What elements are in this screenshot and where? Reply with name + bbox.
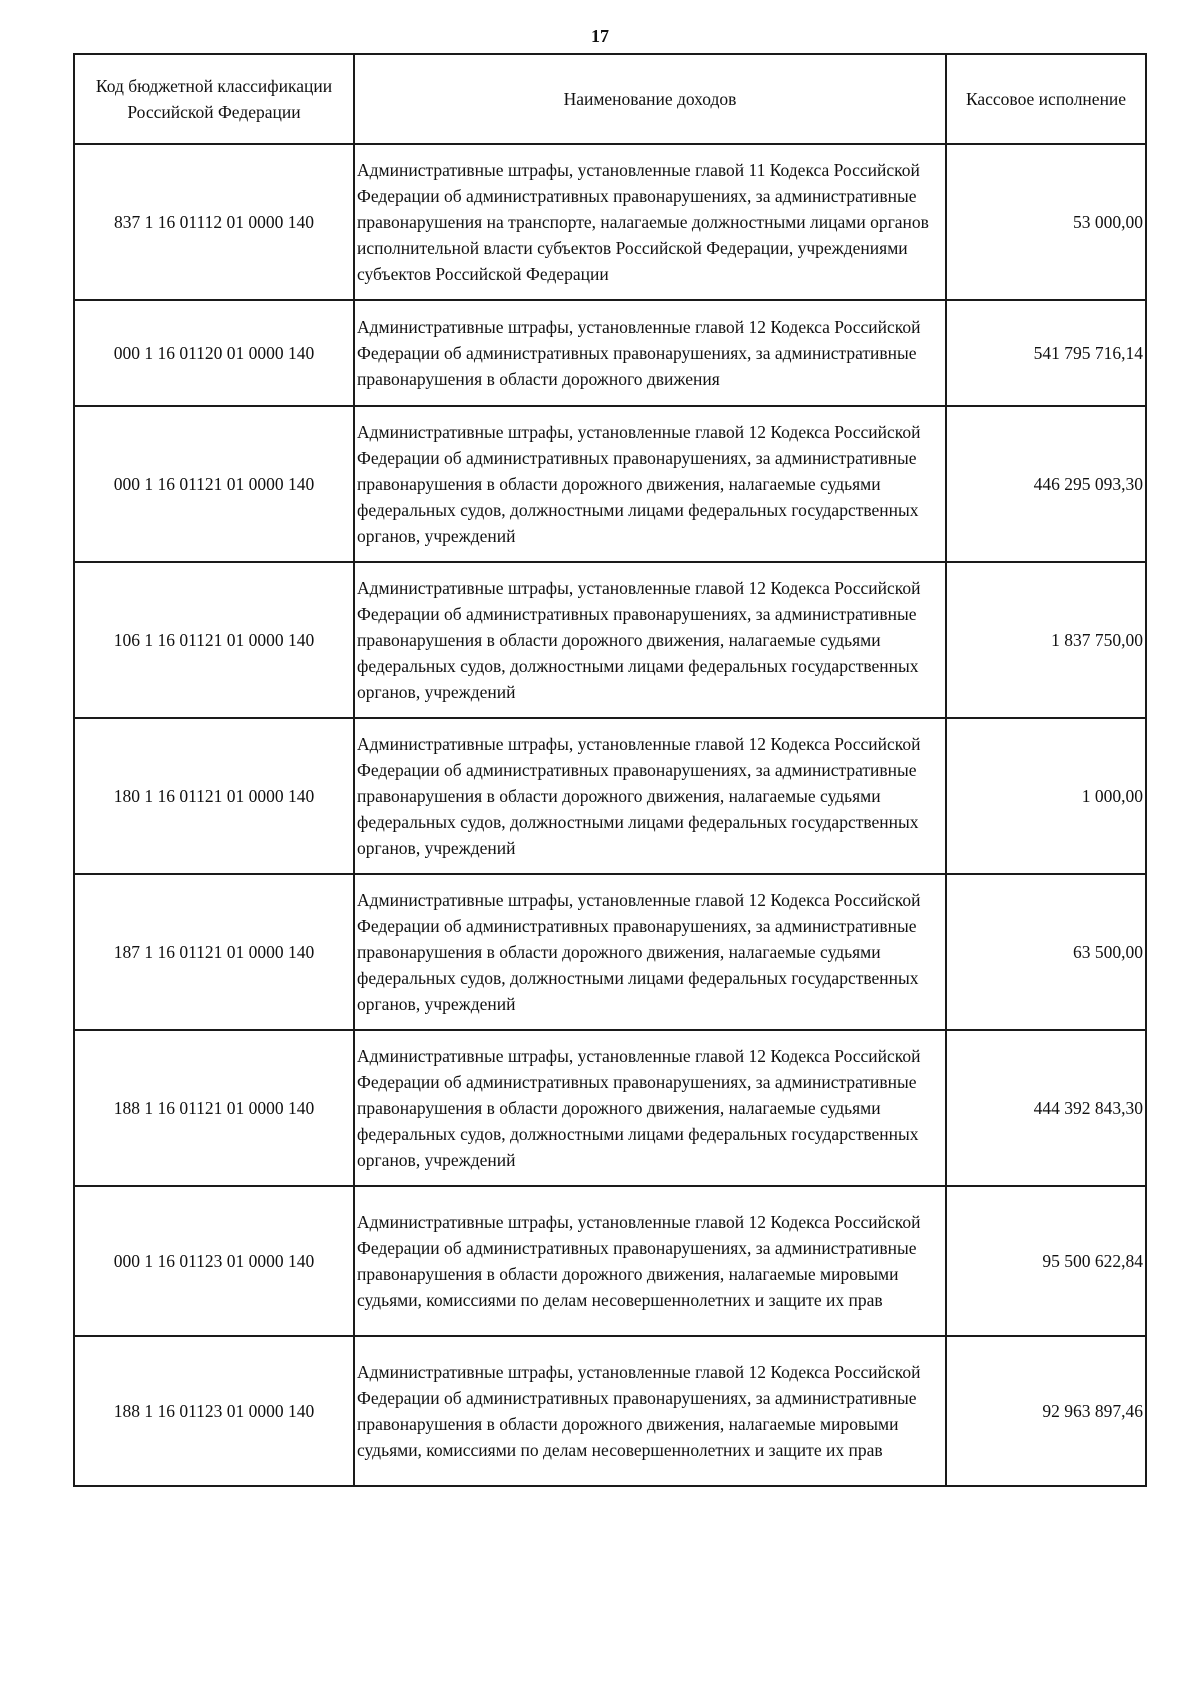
row-code: 106 1 16 01121 01 0000 140 xyxy=(74,562,354,718)
row-code: 000 1 16 01120 01 0000 140 xyxy=(74,300,354,406)
table-row xyxy=(74,562,1146,718)
row-amount: 444 392 843,30 xyxy=(946,1030,1146,1186)
revenue-table xyxy=(73,53,1147,1487)
row-name: Административные штрафы, установленные главой 11 Кодекса Российской Федерации об административных правонарушениях, за административные правонарушения на транспорте, налагаемые должностными лицами органов исполнительной власти субъектов Российской Федерации, учреждениями субъектов Российской Федерации xyxy=(354,144,946,300)
table-row xyxy=(74,874,1146,1030)
table-header-row xyxy=(74,54,1146,144)
row-code: 187 1 16 01121 01 0000 140 xyxy=(74,874,354,1030)
row-amount: 541 795 716,14 xyxy=(946,300,1146,406)
page-number: 17 xyxy=(591,26,609,46)
table-row xyxy=(74,1336,1146,1486)
row-name: Административные штрафы, установленные главой 12 Кодекса Российской Федерации об административных правонарушениях, за административные правонарушения в области дорожного движения, налагаемые судьями федеральных судов, должностными лицами федеральных государственных органов, учреждений xyxy=(354,1030,946,1186)
row-amount: 63 500,00 xyxy=(946,874,1146,1030)
table-row xyxy=(74,406,1146,562)
table-row xyxy=(74,1186,1146,1336)
row-amount: 53 000,00 xyxy=(946,144,1146,300)
row-amount: 1 837 750,00 xyxy=(946,562,1146,718)
table-row xyxy=(74,718,1146,874)
header-code: Код бюджетной классификации Российской Федерации xyxy=(74,54,354,144)
row-name: Административные штрафы, установленные главой 12 Кодекса Российской Федерации об административных правонарушениях, за административные правонарушения в области дорожного движения, налагаемые судьями федеральных судов, должностными лицами федеральных государственных органов, учреждений xyxy=(354,562,946,718)
table-row xyxy=(74,1030,1146,1186)
row-code: 000 1 16 01121 01 0000 140 xyxy=(74,406,354,562)
table-row xyxy=(74,144,1146,300)
row-amount: 95 500 622,84 xyxy=(946,1186,1146,1336)
row-name: Административные штрафы, установленные главой 12 Кодекса Российской Федерации об административных правонарушениях, за административные правонарушения в области дорожного движения, налагаемые судьями федеральных судов, должностными лицами федеральных государственных органов, учреждений xyxy=(354,874,946,1030)
row-name: Административные штрафы, установленные главой 12 Кодекса Российской Федерации об административных правонарушениях, за административные правонарушения в области дорожного движения, налагаемые судьями федеральных судов, должностными лицами федеральных государственных органов, учреждений xyxy=(354,406,946,562)
row-code: 000 1 16 01123 01 0000 140 xyxy=(74,1186,354,1336)
header-name: Наименование доходов xyxy=(354,54,946,144)
row-name: Административные штрафы, установленные главой 12 Кодекса Российской Федерации об административных правонарушениях, за административные правонарушения в области дорожного движения, налагаемые мировыми судьями, комиссиями по делам несовершеннолетних и защите их прав xyxy=(354,1336,946,1486)
row-code: 837 1 16 01112 01 0000 140 xyxy=(74,144,354,300)
row-amount: 446 295 093,30 xyxy=(946,406,1146,562)
table-row xyxy=(74,300,1146,406)
row-code: 188 1 16 01123 01 0000 140 xyxy=(74,1336,354,1486)
header-amount: Кассовое исполнение xyxy=(946,54,1146,144)
row-amount: 1 000,00 xyxy=(946,718,1146,874)
row-code: 188 1 16 01121 01 0000 140 xyxy=(74,1030,354,1186)
row-name: Административные штрафы, установленные главой 12 Кодекса Российской Федерации об административных правонарушениях, за административные правонарушения в области дорожного движения, налагаемые судьями федеральных судов, должностными лицами федеральных государственных органов, учреждений xyxy=(354,718,946,874)
row-name: Административные штрафы, установленные главой 12 Кодекса Российской Федерации об административных правонарушениях, за административные правонарушения в области дорожного движения, налагаемые мировыми судьями, комиссиями по делам несовершеннолетних и защите их прав xyxy=(354,1186,946,1336)
row-code: 180 1 16 01121 01 0000 140 xyxy=(74,718,354,874)
row-amount: 92 963 897,46 xyxy=(946,1336,1146,1486)
row-name: Административные штрафы, установленные главой 12 Кодекса Российской Федерации об административных правонарушениях, за административные правонарушения в области дорожного движения xyxy=(354,300,946,406)
